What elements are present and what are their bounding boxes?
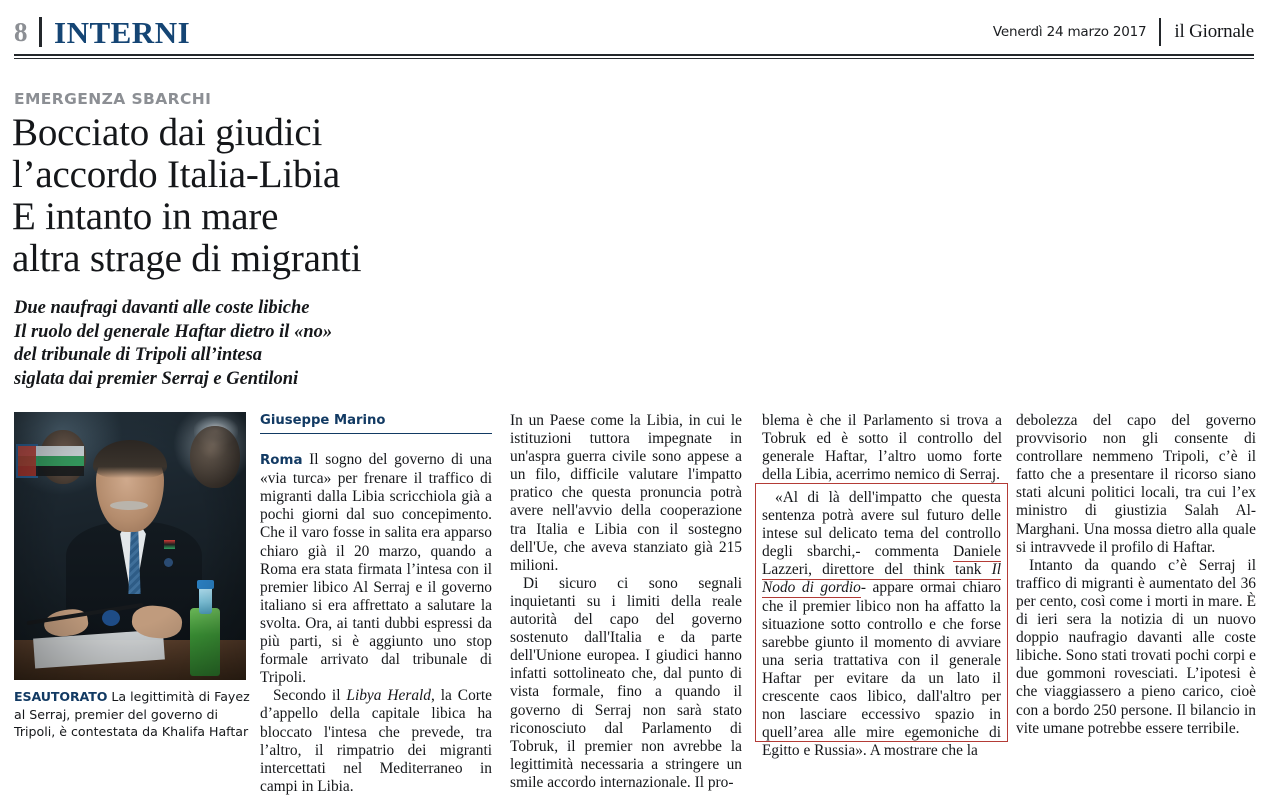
page-number: 8 bbox=[14, 16, 27, 47]
quote-paragraph bbox=[762, 489, 1001, 760]
paper-name: il Giornale bbox=[1174, 21, 1254, 42]
article-photo bbox=[14, 412, 246, 680]
text-column-2 bbox=[510, 412, 742, 792]
paragraph bbox=[260, 687, 492, 796]
paragraph: In un Paese come la Libia, in cui le istituzioni tuttora impegnate in un'aspra guerra civile sono appese a un filo, difficile valutare l'impatto pratico che questa pronuncia potrà avere nell'avvio della cooperazione tra Italia e Libia con il sostegno dell'Ue, che aveva stanziato già 215 milioni. bbox=[510, 412, 742, 574]
deck-line-3: del tribunale di Tripoli all’intesa bbox=[14, 345, 263, 365]
photo-caption bbox=[14, 688, 250, 741]
article-headline bbox=[12, 112, 752, 280]
masthead-divider bbox=[1159, 18, 1161, 46]
highlighted-quote-box bbox=[755, 483, 1008, 760]
paragraph: Intanto da quando c’è Serraj il traffico di migranti è aumentato del 36 per cento, così come i morti in mare. È di ieri sera la notizia di un nuovo doppio naufragio davanti alle coste libiche. Sono stati trovati pochi corpi e due gommoni rovesciati. L’ipotesi è che viaggiassero a pieno carico, cioè con a bordo 250 persone. Il bilancio in vite umane potrebbe essere terribile. bbox=[1016, 556, 1256, 737]
quote-source-organization: Il Nodo di gordio bbox=[762, 561, 1001, 597]
paragraph-text: Il sogno del governo di una «via turca» per frenare il traffico di migranti dalla Libia scricchiola già a pochi giorni dal suo concepimento. Che il varo fosse in salita era apparso chiaro già il 20 marzo, quando a Roma era stata firmata l’intesa con il premier libico Al Serraj e il governo italiano si era affrettato a salutare la svolta. Ora, ai tanti dubbi espressi da più parti, si è aggiunto uno stop formale arrivato dal tribunale di Tripoli. bbox=[260, 451, 492, 687]
quote-text-a: «Al di là dell'impatto che questa sentenza potrà avere sul futuro delle intese sul delicato tema del controllo degli sbarchi,- commenta bbox=[762, 489, 1001, 561]
headline-line-1: Bocciato dai giudici bbox=[12, 111, 323, 154]
text-column-4 bbox=[1016, 412, 1256, 738]
publication-name: Libya Herald bbox=[346, 687, 431, 705]
quote-source-name: Daniele Lazzeri, direttore del think tank bbox=[762, 543, 1001, 579]
text-column-1 bbox=[260, 412, 492, 796]
headline-line-4: altra strage di migranti bbox=[12, 237, 362, 280]
masthead-rules bbox=[14, 54, 1254, 59]
deck-line-1: Due naufragi davanti alle coste libiche bbox=[14, 298, 310, 318]
paragraph: blema è che il Parlamento si trova a Tobruk ed è sotto il controllo del generale Haftar, l’altro uomo forte della Libia, acerrimo nemico di Serraj. bbox=[762, 412, 1002, 484]
text-column-3 bbox=[762, 412, 1002, 484]
photo-caption-label: ESAUTORATO bbox=[14, 689, 108, 704]
paragraph-text-a: Secondo il bbox=[273, 687, 347, 705]
deck-line-4: siglata dai premier Serraj e Gentiloni bbox=[14, 368, 299, 389]
paragraph: Di sicuro ci sono segnali inquietanti su i limiti della reale autorità del capo del governo sostenuto dall'Italia e da parte dell'Unione europea. I giudici hanno infatti sottolineato che, dal punto di vista formale, fino a quando il governo di Serraj non sarà stato riconosciuto dal Parlamento di Tobruk, il premier non avrebbe la legittimità necessaria a stringere un smile accordo internazionale. Il pro- bbox=[510, 574, 742, 791]
article-byline: Giuseppe Marino bbox=[260, 412, 492, 434]
photo-vignette bbox=[14, 412, 246, 680]
headline-line-3: E intanto in mare bbox=[12, 195, 279, 238]
paragraph bbox=[260, 451, 492, 687]
masthead-rule-thin bbox=[14, 58, 1254, 59]
photo-caption-text: La legittimità di Fayez al Serraj, premier del governo di Tripoli, è contestata da Khalifa Haftar bbox=[14, 689, 250, 739]
article-kicker: EMERGENZA SBARCHI bbox=[14, 90, 212, 108]
paragraph-text-b: , la Corte d’appello della capitale libica ha bloccato l'intesa che prevede, tra l’altro, il rimpatrio dei migranti intercettati nel Mediterraneo in campi in Libia. bbox=[260, 687, 492, 795]
masthead-vertical-rule bbox=[39, 17, 42, 47]
article-deck bbox=[14, 297, 654, 391]
issue-date: Venerdì 24 marzo 2017 bbox=[992, 24, 1147, 40]
masthead bbox=[14, 10, 1254, 54]
headline-line-2: l’accordo Italia-Libia bbox=[12, 153, 340, 196]
section-title: INTERNI bbox=[54, 14, 191, 50]
photo-column bbox=[14, 412, 250, 741]
dateline: Roma bbox=[260, 453, 303, 469]
paragraph: debolezza del capo del governo provvisorio non gli consente di controllare nemmeno Tripoli, c’è il fatto che a presentare il ricorso siano stati alcuni politici locali, tra cui l’ex ministro di giustizia Salah Al-Marghani. Una mossa dietro alla quale si intravvede il profilo di Haftar. bbox=[1016, 412, 1256, 556]
masthead-right-group bbox=[993, 18, 1254, 46]
deck-line-2: Il ruolo del generale Haftar dietro il «no» bbox=[14, 321, 333, 342]
quote-text-b: - appare ormai chiaro che il premier libico non ha affatto la situazione sotto controllo e che forse sarebbe giunto il momento di avviare una seria trattativa con il generale Haftar per evitare da un lato il crescente caos libico, dall'altro per non lasciare eccessivo spazio in quell’area alle mire egemoniche di Egitto e Russia». A mostrare che la bbox=[762, 579, 1002, 760]
